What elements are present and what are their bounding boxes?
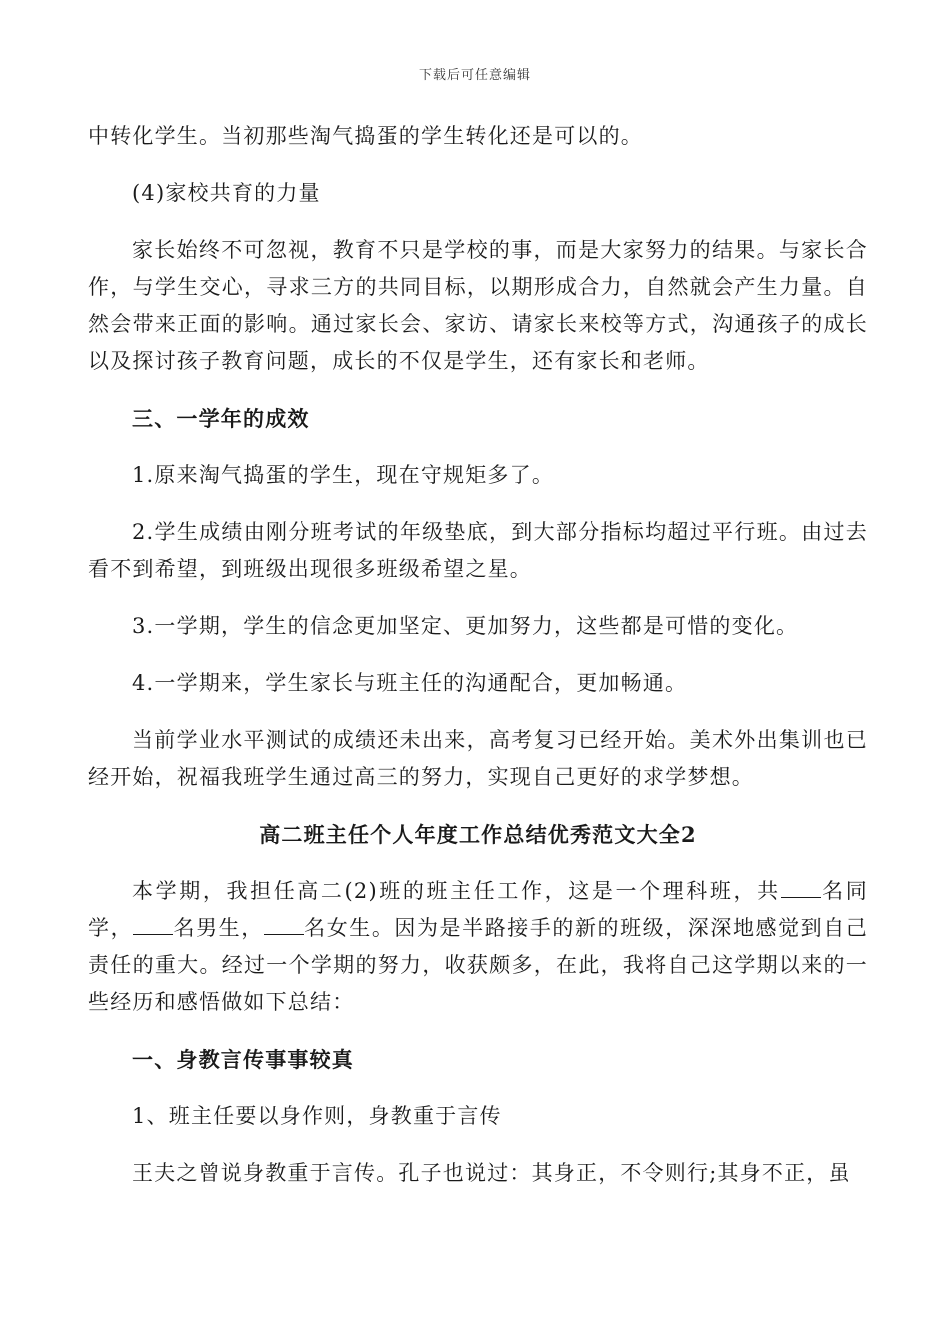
paragraph: 家长始终不可忽视，教育不只是学校的事，而是大家努力的结果。与家长合作，与学生交心，寻求三方的共同目标，以期形成合力，自然就会产生力量。自然会带来正面的影响。通过家长会、家访、请家长来校等方式，沟通孩子的成长以及探讨孩子教育问题，成长的不仅是学生，还有家长和老师。: [88, 238, 868, 373]
text-segment: 名男生，: [173, 916, 264, 940]
subsection-heading: 1、班主任要以身作则，身教重于言传: [132, 1104, 502, 1128]
section-heading: 一、身教言传事事较真: [132, 1047, 354, 1072]
paragraph: 王夫之曾说身教重于言传。孔子也说过：其身正，不令则行;其身不正，虽: [132, 1161, 851, 1185]
list-item: 4.一学期来，学生家长与班主任的沟通配合，更加畅通。: [132, 671, 688, 695]
paragraph-with-blanks: [88, 873, 868, 1021]
text-segment: 本学期，我担任高二(2)班的班主任工作，这是一个理科班，共: [132, 879, 781, 903]
page-header: 下载后可任意编辑: [418, 68, 531, 83]
subsection-heading: (4)家校共育的力量: [132, 181, 321, 205]
list-item: 3.一学期，学生的信念更加坚定、更加努力，这些都是可惜的变化。: [132, 614, 799, 638]
document-body: [88, 118, 868, 1212]
text-segment: 名同学，: [88, 879, 868, 940]
section-heading: 三、一学年的成效: [132, 406, 310, 431]
paragraph: 当前学业水平测试的成绩还未出来，高考复习已经开始。美术外出集训也已经开始，祝福我班学生通过高三的努力，实现自己更好的求学梦想。: [88, 728, 868, 789]
list-item: 1.原来淘气捣蛋的学生，现在守规矩多了。: [132, 463, 555, 487]
list-item: 2.学生成绩由刚分班考试的年级垫底，到大部分指标均超过平行班。由过去看不到希望，到班级出现很多班级希望之星。: [88, 520, 868, 581]
text-segment: 名女生。因为是半路接手的新的班级，深深地感觉到自己责任的重大。经过一个学期的努力，收获颇多，在此，我将自己这学期以来的一些经历和感悟做如下总结：: [88, 916, 868, 1014]
fill-blank: [781, 877, 821, 898]
paragraph-continuation: 中转化学生。当初那些淘气捣蛋的学生转化还是可以的。: [88, 124, 643, 148]
article-title: 高二班主任个人年度工作总结优秀范文大全2: [259, 822, 697, 847]
fill-blank: [133, 914, 173, 935]
fill-blank: [264, 914, 304, 935]
